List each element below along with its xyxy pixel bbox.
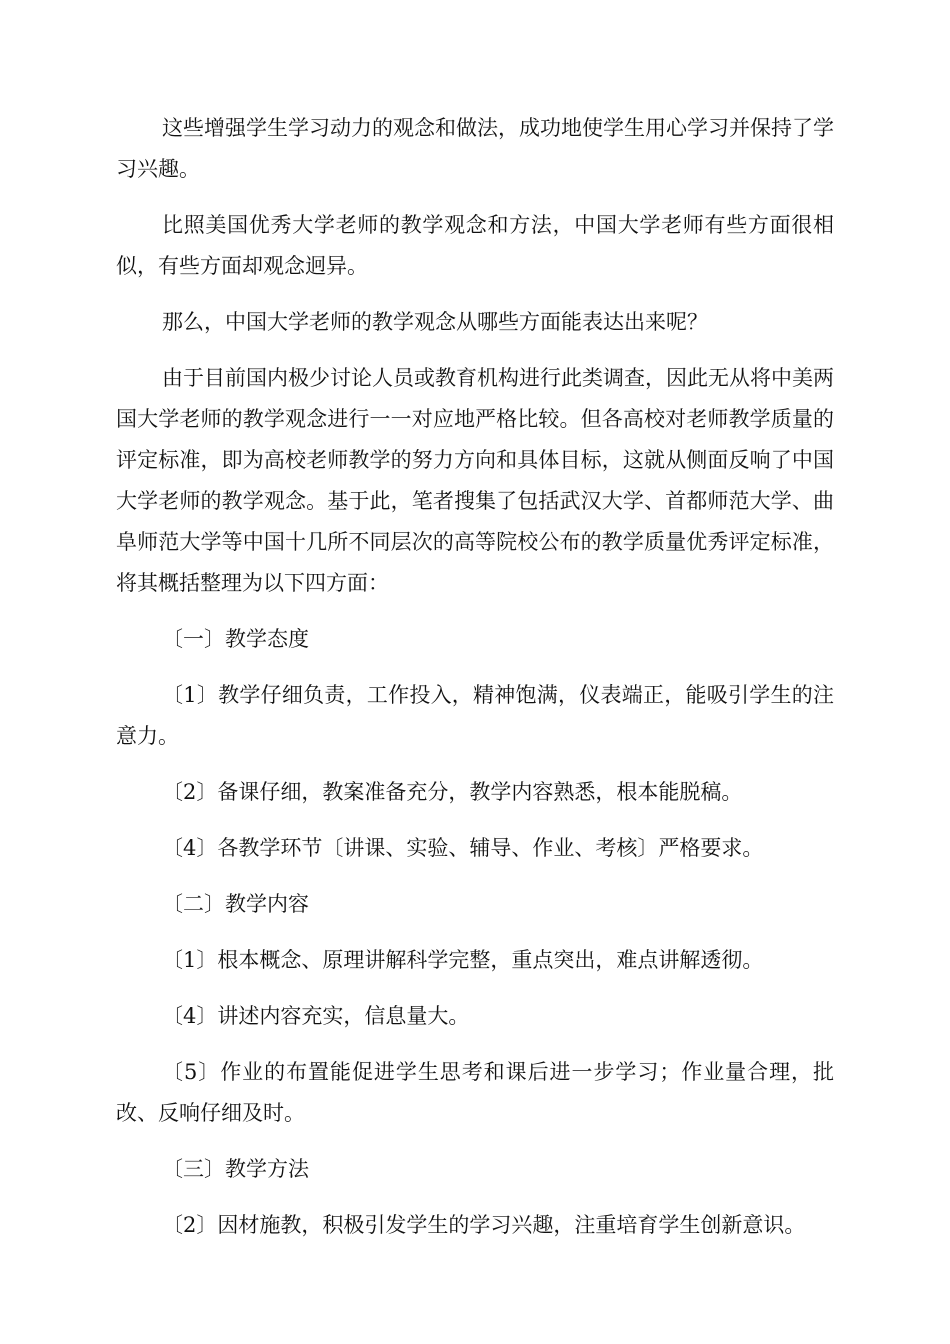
document-body — [116, 108, 834, 1261]
list-item: 〔5〕作业的布置能促进学生思考和课后进一步学习；作业量合理，批改、反响仔细及时。 — [116, 1060, 834, 1125]
paragraph: 那么，中国大学老师的教学观念从哪些方面能表达出来呢？ — [162, 310, 708, 334]
list-item: 〔2〕备课仔细，教案准备充分，教学内容熟悉，根本能脱稿。 — [162, 780, 743, 804]
list-item: 〔2〕因材施教，积极引发学生的学习兴趣，注重培育学生创新意识。 — [162, 1213, 806, 1237]
list-item: 〔1〕教学仔细负责，工作投入，精神饱满，仪表端正，能吸引学生的注意力。 — [116, 683, 834, 748]
section-heading: 〔一〕教学态度 — [162, 627, 309, 651]
paragraph: 这些增强学生学习动力的观念和做法，成功地使学生用心学习并保持了学习兴趣。 — [116, 116, 834, 181]
list-item: 〔4〕各教学环节〔讲课、实验、辅导、作业、考核〕严格要求。 — [162, 836, 764, 860]
paragraph: 由于目前国内极少讨论人员或教育机构进行此类调查，因此无从将中美两国大学老师的教学观念进行一一对应地严格比较。但各高校对老师教学质量的评定标准，即为高校老师教学的努力方向和具体目标，这就从侧面反响了中国大学老师的教学观念。基于此，笔者搜集了包括武汉大学、首都师范大学、曲阜师范大学等中国十几所不同层次的高等院校公布的教学质量优秀评定标准，将其概括整理为以下四方面： — [116, 366, 834, 595]
section-heading: 〔三〕教学方法 — [162, 1157, 309, 1181]
list-item: 〔4〕讲述内容充实，信息量大。 — [162, 1004, 470, 1028]
section-heading: 〔二〕教学内容 — [162, 892, 309, 916]
paragraph: 比照美国优秀大学老师的教学观念和方法，中国大学老师有些方面很相似，有些方面却观念迥异。 — [116, 213, 834, 278]
list-item: 〔1〕根本概念、原理讲解科学完整，重点突出，难点讲解透彻。 — [162, 948, 764, 972]
